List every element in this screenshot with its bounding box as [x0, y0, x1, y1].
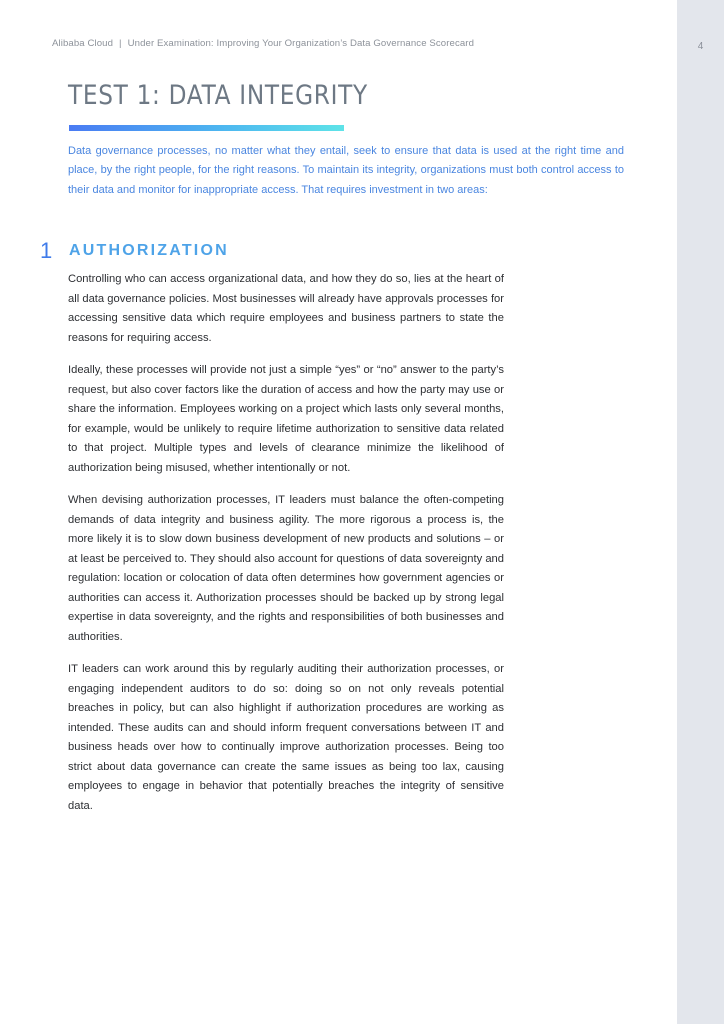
body-paragraph: Controlling who can access organizational data, and how they do so, lies at the heart of all data governance policies. Most businesses will already have approvals processes for accessing sensitive data which require employees and business partners to state the reasons for requiring access.	[68, 273, 504, 344]
body-paragraph: IT leaders can work around this by regularly auditing their authorization processes, or engaging independent auditors to do so: doing so on not only reveals potential breaches in policy, but can also highlight if authorization procedures are working as intended. These audits can and should inform frequent conversations between IT and business heads over how to continually improve authorization processes. Being too strict about data governance can create the same issues as being too lax, causing employees to engage in behavior that potentially breaches the integrity of sensitive data.	[68, 663, 504, 812]
page-margin-band	[677, 0, 724, 1024]
brand-name: Alibaba Cloud	[52, 38, 114, 49]
section-heading: AUTHORIZATION	[69, 242, 229, 259]
intro-paragraph: Data governance processes, no matter what they entail, seek to ensure that data is used at the right time and place, by the right people, for the right reasons. To maintain its integrity, organizations must both control access to their data and monitor for inappropriate access. That requires investment in two areas:	[68, 145, 624, 196]
page-title: TEST 1: DATA INTEGRITY	[68, 80, 368, 111]
body-paragraph: Ideally, these processes will provide not just a simple “yes” or “no” answer to the party’s request, but also cover factors like the duration of access and how the party may use or share the information. Employees working on a project which lasts only several months, for example, would be unlikely to require lifetime authorization to sensitive data related to that project. Multiple types and levels of clearance minimize the likelihood of authorization being misused, whether intentionally or not.	[68, 364, 504, 474]
body-paragraph: When devising authorization processes, IT leaders must balance the often-competing demands of data integrity and business agility. The more rigorous a process is, the more likely it is to slow down business development of new products and solutions – or at least be perceived to. They should also account for questions of data sovereignty and regulation: location or colocation of data often determines how government agencies or authorities can access it. Authorization processes should be backed up by strong legal expertise in data sovereignty, and the rights and responsibilities of both businesses and authorities.	[68, 494, 504, 643]
header-separator: |	[119, 38, 122, 49]
title-underline-bar	[69, 125, 344, 131]
section-body	[68, 270, 504, 829]
document-title: Under Examination: Improving Your Organization’s Data Governance Scorecard	[127, 38, 475, 49]
running-header	[52, 38, 474, 49]
page-number: 4	[697, 41, 704, 52]
section-number: 1	[40, 238, 53, 263]
